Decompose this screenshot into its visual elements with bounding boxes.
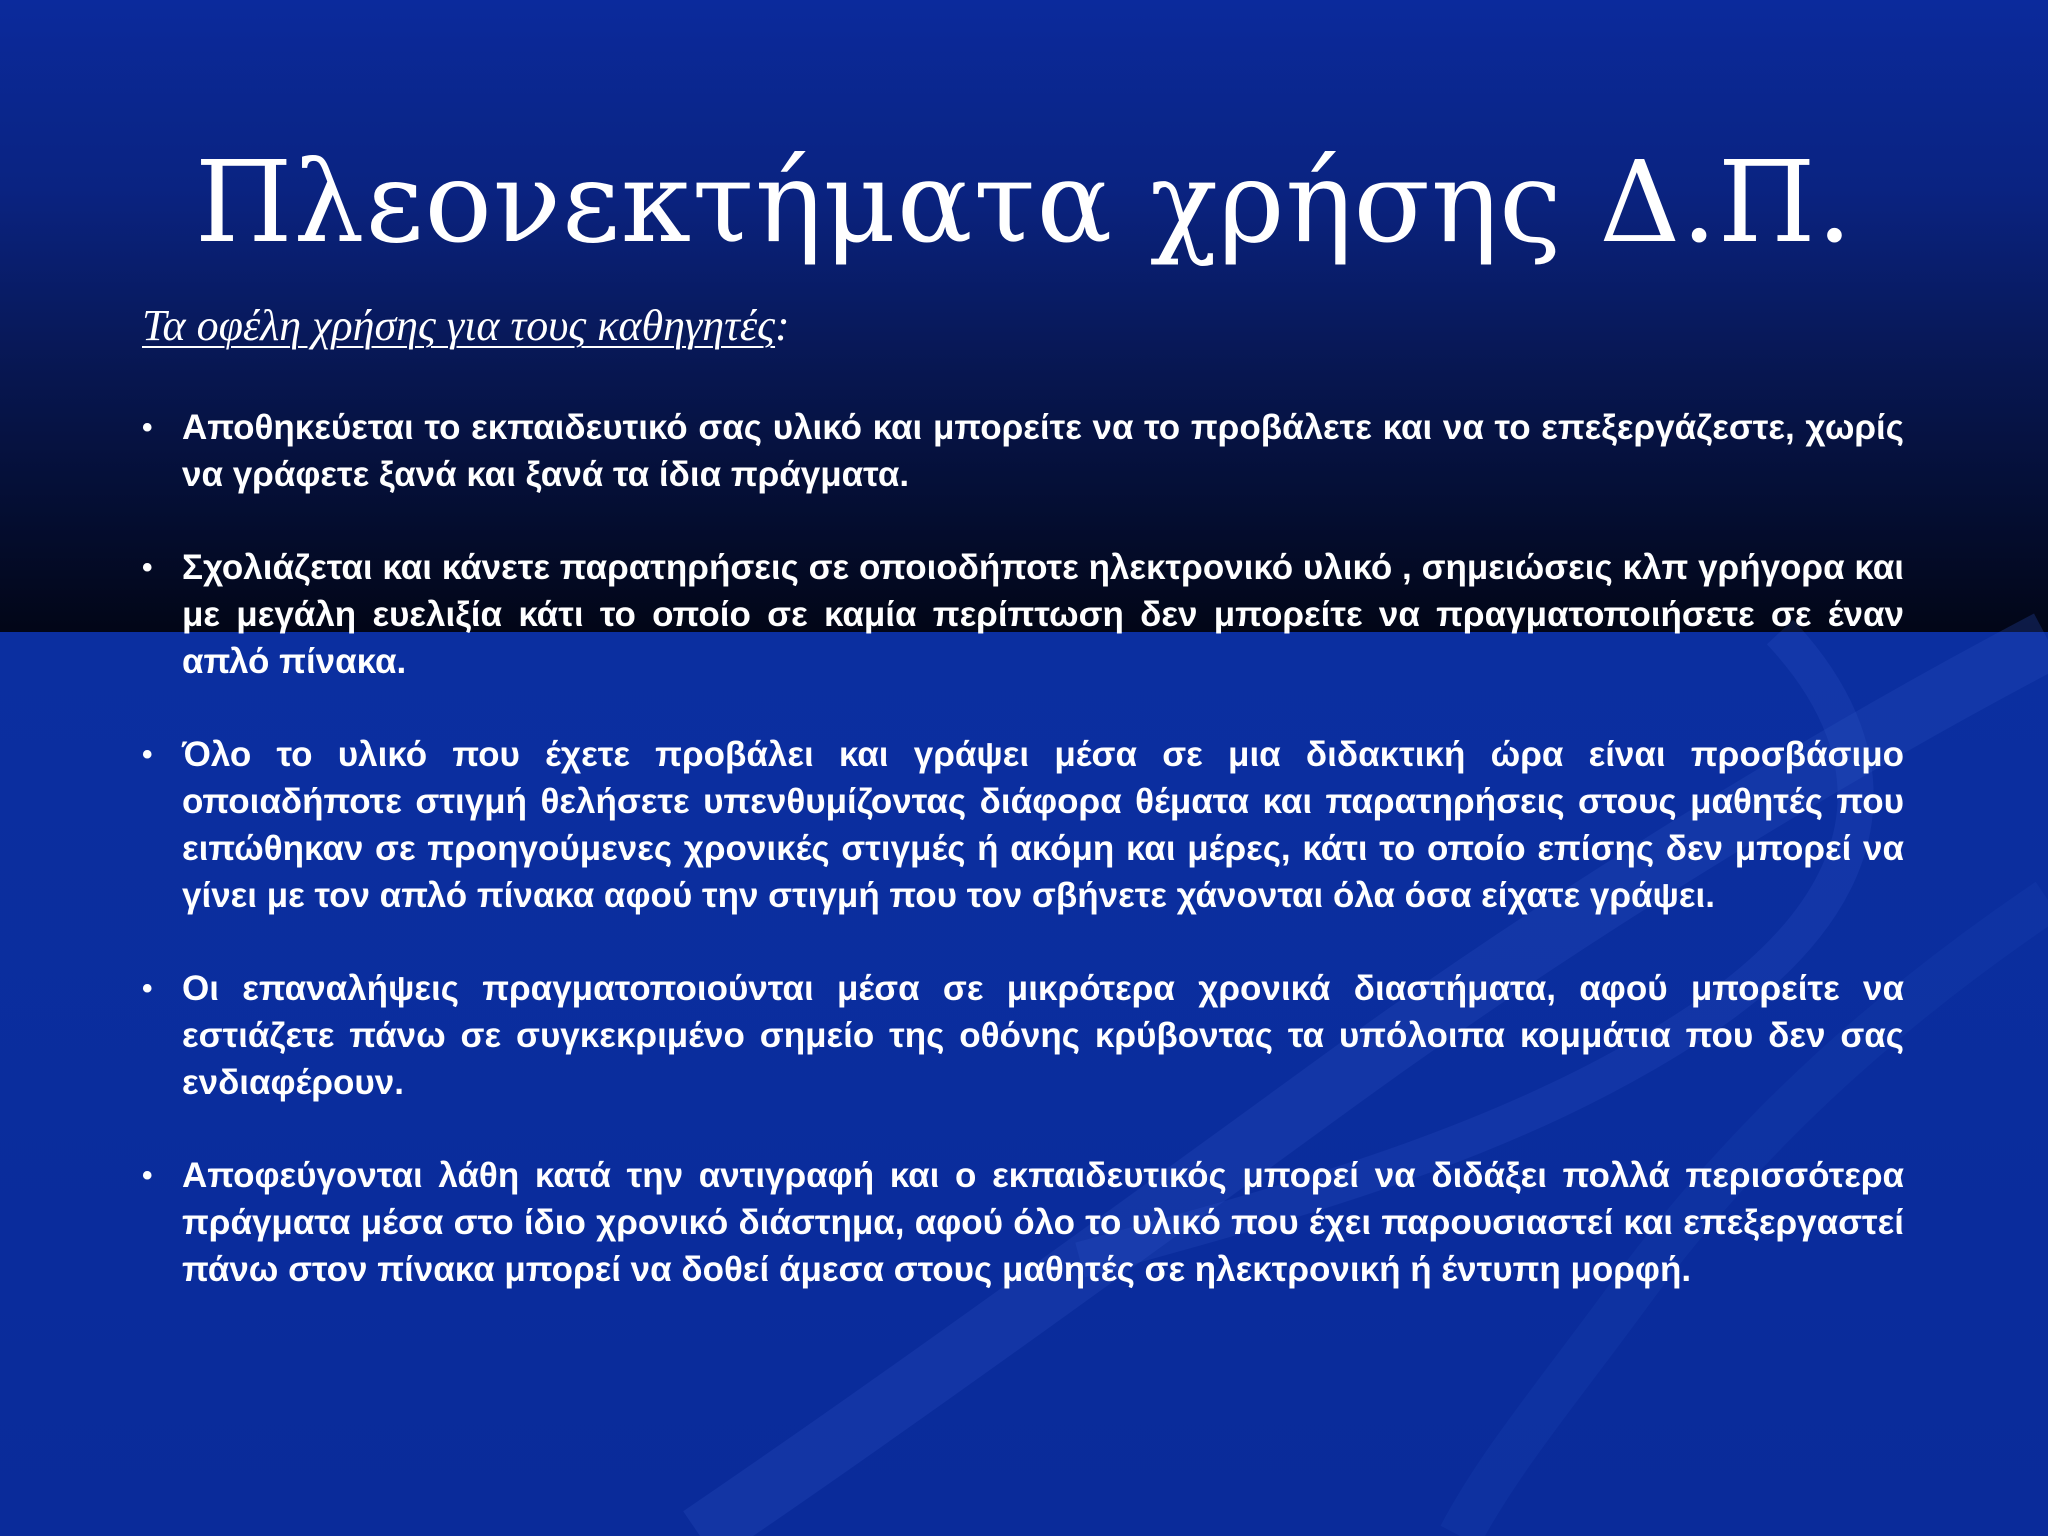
subtitle-text: Τα οφέλη χρήσης για τους καθηγητές [142, 301, 776, 350]
bullet-text: Αποθηκεύεται το εκπαιδευτικό σας υλικό και μπορείτε να το προβάλετε και να το επεξεργάζεστε, χωρίς να γράφετε ξανά και ξανά τα ίδια πράγματα. [182, 408, 1904, 494]
bullet-item [142, 731, 1904, 919]
slide-title: Πλεονεκτήματα χρήσης Δ.Π. [194, 138, 1854, 268]
slide-subtitle [142, 300, 790, 351]
bullet-text: Σχολιάζεται και κάνετε παρατηρήσεις σε οποιοδήποτε ηλεκτρονικό υλικό , σημειώσεις κλπ γρήγορα και με μεγάλη ευελιξία κάτι το οποίο σε καμία περίπτωση δεν μπορείτε να πραγματοποιήσετε σε έναν απλό πίνακα. [182, 548, 1904, 681]
bullet-text: Οι επαναλήψεις πραγματοποιούνται μέσα σε μικρότερα χρονικά διαστήματα, αφού μπορείτε να εστιάζετε πάνω σε συγκεκριμένο σημείο της οθόνης κρύβοντας τα υπόλοιπα κομμάτια που δεν σας ενδιαφέρουν. [182, 969, 1904, 1102]
bullet-item [142, 544, 1904, 685]
bullet-icon: • [142, 411, 153, 444]
bullet-text: Αποφεύγονται λάθη κατά την αντιγραφή και ο εκπαιδευτικός μπορεί να διδάξει πολλά περισσότερα πράγματα μέσα στο ίδιο χρονικό διάστημα, αφού όλο το υλικό που έχει παρουσιαστεί και επεξεργαστεί πάνω στον πίνακα μπορεί να δοθεί άμεσα στους μαθητές σε ηλεκτρονική ή έντυπη μορφή. [182, 1156, 1904, 1289]
bullet-icon: • [142, 551, 153, 584]
subtitle-colon: : [775, 301, 790, 350]
bullet-icon: • [142, 1159, 153, 1192]
bullet-list [142, 404, 1904, 1339]
bullet-text: Όλο το υλικό που έχετε προβάλει και γράψει μέσα σε μια διδακτική ώρα είναι προσβάσιμο οποιαδήποτε στιγμή θελήσετε υπενθυμίζοντας διάφορα θέματα και παρατηρήσεις στους μαθητές που ειπώθηκαν σε προηγούμενες χρονικές στιγμές ή ακόμη και μέρες, κάτι το οποίο επίσης δεν μπορεί να γίνει με τον απλό πίνακα αφού την στιγμή που τον σβήνετε χάνονται όλα όσα είχατε γράψει. [182, 735, 1904, 915]
bullet-item [142, 404, 1904, 498]
bullet-icon: • [142, 972, 153, 1005]
bullet-item [142, 1152, 1904, 1293]
bullet-icon: • [142, 738, 153, 771]
bullet-item [142, 965, 1904, 1106]
